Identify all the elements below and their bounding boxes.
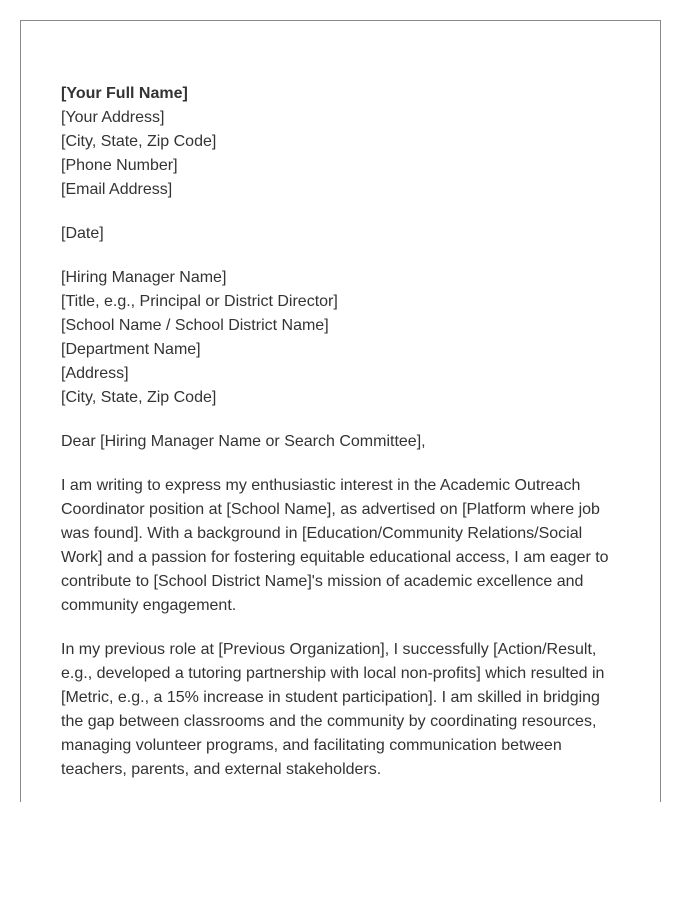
recipient-block — [61, 266, 626, 410]
recipient-address: [Address] — [61, 365, 129, 382]
recipient-city-state-zip: [City, State, Zip Code] — [61, 389, 217, 406]
date-block — [61, 222, 626, 246]
sender-city-state-zip: [City, State, Zip Code] — [61, 133, 217, 150]
body-paragraph-1: I am writing to express my enthusiastic interest in the Academic Outreach Coordinator position at [School Name], as advertised on [Platform where job was found]. With a background in [Education/Community Relations/Social Work] and a passion for fostering equitable educational access, I am eager to contribute to [School District Name]'s mission of academic excellence and community engagement. — [61, 477, 609, 614]
letter-content — [61, 82, 626, 802]
recipient-department: [Department Name] — [61, 341, 201, 358]
recipient-name: [Hiring Manager Name] — [61, 269, 227, 286]
body-paragraph-2: In my previous role at [Previous Organization], I successfully [Action/Result, e.g., developed a tutoring partnership with local non-profits] which resulted in [Metric, e.g., a 15% increase in student participation]. I am skilled in bridging the gap between classrooms and the community by coordinating resources, managing volunteer programs, and facilitating communication between teachers, parents, and external stakeholders. — [61, 641, 605, 778]
sender-name: [Your Full Name] — [61, 85, 188, 102]
sender-block — [61, 82, 626, 202]
sender-email: [Email Address] — [61, 181, 173, 198]
sender-address: [Your Address] — [61, 109, 165, 126]
sender-phone: [Phone Number] — [61, 157, 178, 174]
salutation: Dear [Hiring Manager Name or Search Committee], — [61, 433, 426, 450]
salutation-block — [61, 430, 626, 454]
letter-date: [Date] — [61, 225, 104, 242]
recipient-school: [School Name / School District Name] — [61, 317, 329, 334]
recipient-title: [Title, e.g., Principal or District Director] — [61, 293, 338, 310]
letter-page — [20, 20, 661, 802]
